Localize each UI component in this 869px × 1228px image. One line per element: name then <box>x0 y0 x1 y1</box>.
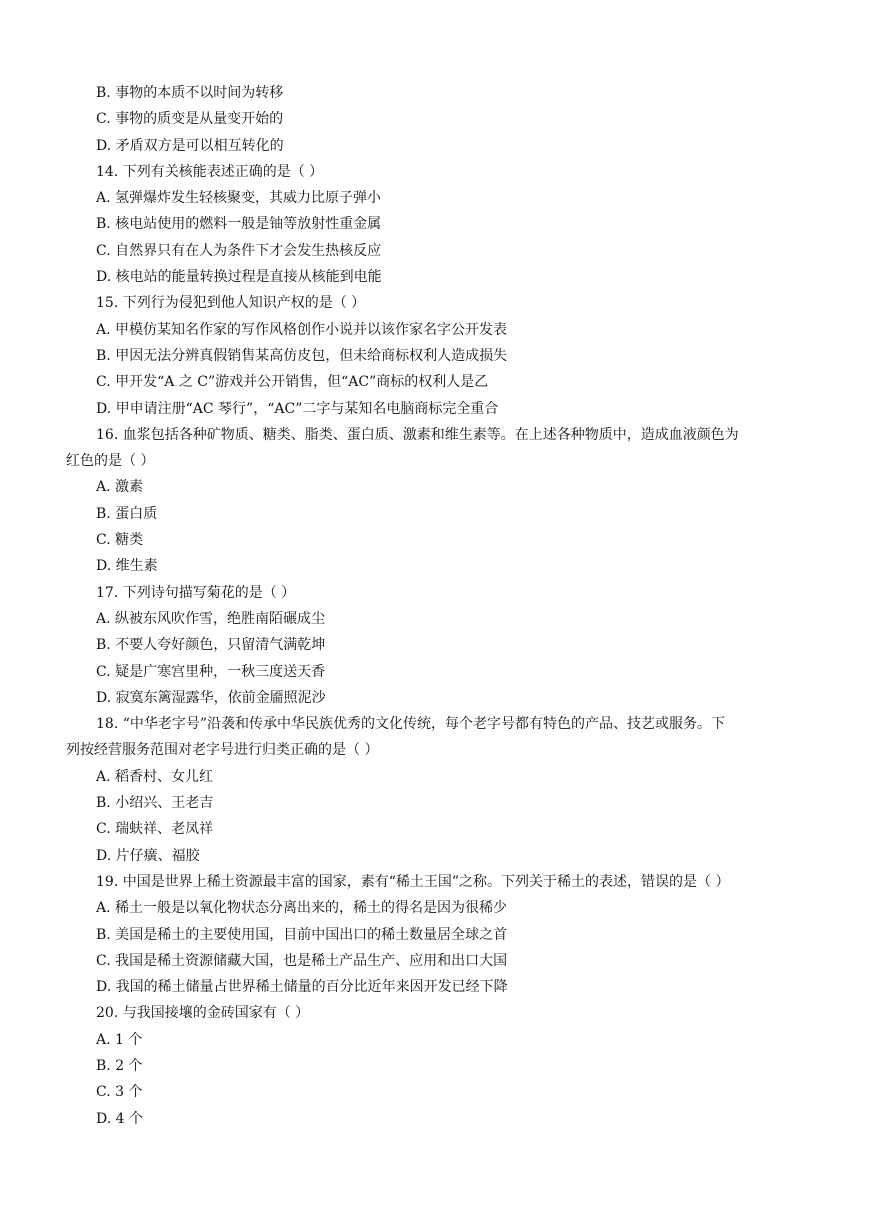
question-text: 15. 下列行为侵犯到他人知识产权的是（ ） <box>96 295 366 312</box>
question-text: 14. 下列有关核能表述正确的是（ ） <box>96 163 324 180</box>
answer-option: A. 氢弹爆炸发生轻核聚变，其威力比原子弹小 <box>96 190 382 207</box>
answer-option: D. 核电站的能量转换过程是直接从核能到电能 <box>96 269 382 286</box>
question-text-continued: 红色的是（ ） <box>66 453 155 470</box>
answer-option: A. 稻香村、女儿红 <box>96 768 214 785</box>
answer-option: D. 片仔癀、福胶 <box>96 847 200 864</box>
answer-option: C. 瑞蚨祥、老凤祥 <box>96 821 214 838</box>
answer-option: B. 甲因无法分辨真假销售某高仿皮包，但未给商标权利人造成损失 <box>96 347 508 364</box>
answer-option: D. 我国的稀土储量占世界稀土储量的百分比近年来因开发已经下降 <box>96 979 508 996</box>
answer-option: D. 寂寞东篱湿露华，依前金靥照泥沙 <box>96 689 326 706</box>
answer-option: D. 矛盾双方是可以相互转化的 <box>96 137 284 154</box>
question-text-continued: 列按经营服务范围对老字号进行归类正确的是（ ） <box>66 742 379 759</box>
answer-option: B. 美国是稀土的主要使用国，目前中国出口的稀土数量居全球之首 <box>96 926 508 943</box>
answer-option: A. 激素 <box>96 479 144 496</box>
answer-option: C. 自然界只有在人为条件下才会发生热核反应 <box>96 242 382 259</box>
answer-option: D. 维生素 <box>96 558 158 575</box>
question-text: 17. 下列诗句描写菊花的是（ ） <box>96 584 296 601</box>
question-text: 16. 血浆包括各种矿物质、糖类、脂类、蛋白质、激素和维生素等。在上述各种物质中，造成血液颜色为 <box>96 426 739 443</box>
question-text: 18. “中华老字号”沿袭和传承中华民族优秀的文化传统，每个老字号都有特色的产品、技艺或服务。下 <box>96 716 726 733</box>
answer-option: D. 甲申请注册“AC 琴行”，“AC”二字与某知名电脑商标完全重合 <box>96 400 499 417</box>
document-page <box>0 80 869 1132</box>
answer-option: A. 甲模仿某知名作家的写作风格创作小说并以该作家名字公开发表 <box>96 321 508 338</box>
question-text: 20. 与我国接壤的金砖国家有（ ） <box>96 1005 310 1022</box>
answer-option: B. 事物的本质不以时间为转移 <box>96 85 284 101</box>
answer-option: B. 小绍兴、王老吉 <box>96 795 214 812</box>
answer-option: C. 疑是广寒宫里种，一秋三度送天香 <box>96 663 326 680</box>
answer-option: C. 3 个 <box>96 1084 143 1101</box>
answer-option: B. 不要人夸好颜色，只留清气满乾坤 <box>96 637 326 654</box>
answer-option: D. 4 个 <box>96 1110 143 1127</box>
answer-option: B. 2 个 <box>96 1057 143 1074</box>
answer-option: C. 甲开发“A 之 C”游戏并公开销售，但“AC”商标的权利人是乙 <box>96 374 489 391</box>
answer-option: B. 蛋白质 <box>96 505 158 522</box>
question-text: 19. 中国是世界上稀土资源最丰富的国家，素有“稀土王国”之称。下列关于稀土的表述，错误的是（ ） <box>96 873 730 890</box>
answer-option: A. 纵被东风吹作雪，绝胜南陌碾成尘 <box>96 610 326 627</box>
answer-option: C. 事物的质变是从量变开始的 <box>96 111 284 128</box>
answer-option: B. 核电站使用的燃料一般是铀等放射性重金属 <box>96 216 382 233</box>
answer-option: A. 稀土一般是以氧化物状态分离出来的，稀土的得名是因为很稀少 <box>96 900 508 917</box>
answer-option: C. 糖类 <box>96 532 144 549</box>
answer-option: C. 我国是稀土资源储藏大国，也是稀土产品生产、应用和出口大国 <box>96 952 508 969</box>
answer-option: A. 1 个 <box>96 1031 143 1048</box>
